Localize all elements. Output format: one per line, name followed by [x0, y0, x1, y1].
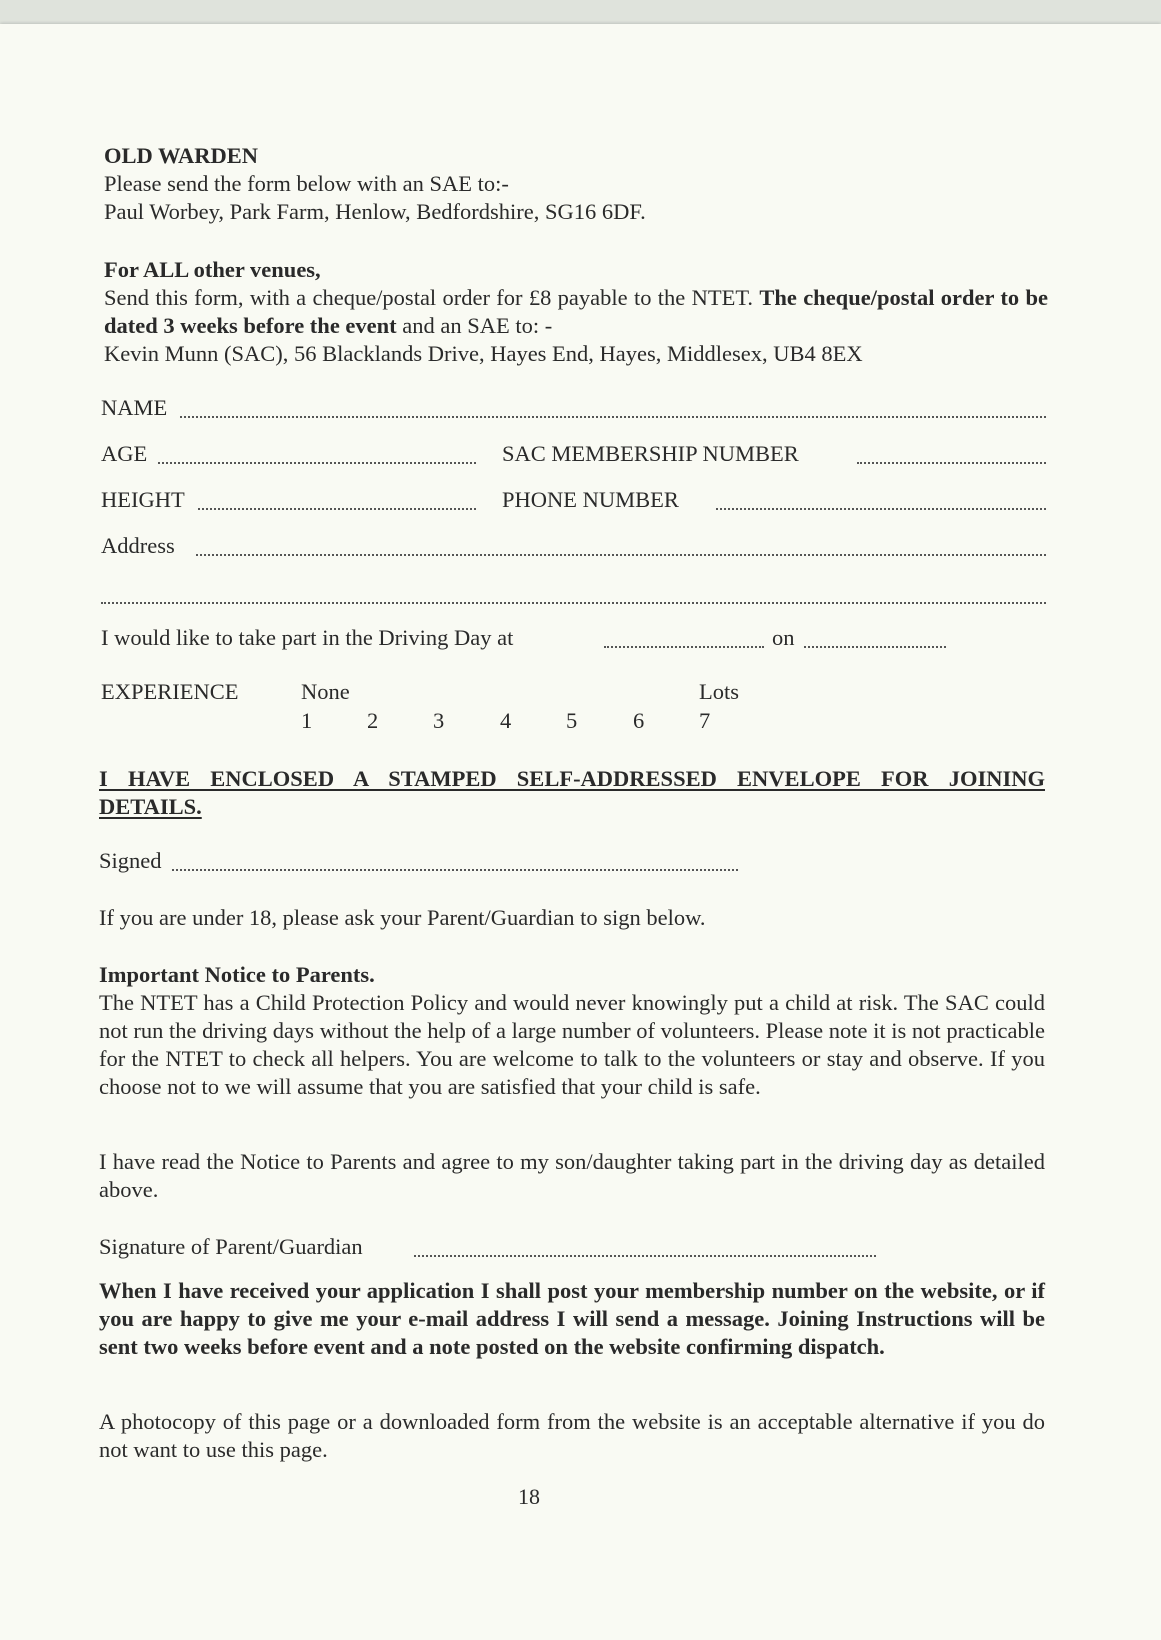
parents-notice-section	[99, 961, 1045, 1101]
address-label: Address	[101, 533, 175, 558]
height-label: HEIGHT	[101, 487, 185, 512]
form-page	[0, 24, 1161, 1640]
experience-option-3[interactable]: 3	[433, 708, 445, 733]
page-number: 18	[518, 1484, 540, 1509]
driving-day-venue-field[interactable]	[604, 646, 764, 648]
sac-membership-field[interactable]	[857, 462, 1046, 464]
parents-notice-heading: Important Notice to Parents.	[99, 962, 375, 987]
height-field[interactable]	[198, 508, 476, 510]
address-field-line-1[interactable]	[196, 554, 1046, 556]
driving-day-date-field[interactable]	[804, 646, 946, 648]
parents-notice-body: The NTET has a Child Protection Policy and would never knowingly put a child at risk. The SAC could not run the driving days without the help of a large number of volunteers. Please note it is not practicable for the NTET to check all helpers. You are welcome to talk to the volunteers or stay and observe. If you choose not to we will assume that you are satisfied that your child is safe.	[99, 990, 1045, 1099]
old-warden-section	[104, 142, 1054, 226]
name-field[interactable]	[180, 416, 1046, 418]
experience-option-4[interactable]: 4	[500, 708, 512, 733]
experience-option-6[interactable]: 6	[633, 708, 645, 733]
other-venues-text: Send this form, with a cheque/postal order for £8 payable to the NTET.	[104, 285, 754, 310]
age-label: AGE	[101, 441, 148, 466]
name-label: NAME	[101, 395, 168, 420]
experience-option-5[interactable]: 5	[566, 708, 578, 733]
other-venues-sae: and an SAE to: -	[402, 313, 553, 338]
old-warden-instruction: Please send the form below with an SAE to:-	[104, 171, 509, 196]
old-warden-address: Paul Worbey, Park Farm, Henlow, Bedfordshire, SG16 6DF.	[104, 199, 646, 224]
sac-membership-label: SAC MEMBERSHIP NUMBER	[502, 441, 799, 466]
application-notice: When I have received your application I shall post your membership number on the website, or if you are happy to give me your e-mail address I will send a message. Joining Instructions will be sent two weeks before event and a note posted on the website confirming dispatch.	[99, 1278, 1045, 1359]
photocopy-note: A photocopy of this page or a downloaded form from the website is an acceptable alternative if you do not want to use this page.	[99, 1409, 1045, 1462]
agreement-statement: I have read the Notice to Parents and agree to my son/daughter taking part in the driving day as detailed above.	[99, 1149, 1045, 1202]
other-venues-instructions	[104, 284, 1048, 340]
other-venues-heading: For ALL other venues,	[104, 257, 321, 282]
enclosed-envelope-notice: I HAVE ENCLOSED A STAMPED SELF-ADDRESSED ENVELOPE FOR JOINING DETAILS.	[99, 766, 1045, 819]
address-field-line-2[interactable]	[101, 602, 1046, 604]
other-venues-section	[104, 256, 1048, 368]
experience-label: EXPERIENCE	[101, 679, 239, 704]
phone-field[interactable]	[716, 508, 1046, 510]
guardian-signature-label: Signature of Parent/Guardian	[99, 1234, 363, 1259]
guardian-signature-field[interactable]	[414, 1255, 876, 1257]
other-venues-address: Kevin Munn (SAC), 56 Blacklands Drive, Hayes End, Hayes, Middlesex, UB4 8EX	[104, 341, 863, 366]
experience-high-label: Lots	[699, 679, 740, 704]
experience-option-2[interactable]: 2	[367, 708, 379, 733]
driving-day-label: I would like to take part in the Driving Day at	[101, 625, 514, 650]
signed-field[interactable]	[172, 869, 738, 871]
experience-option-1[interactable]: 1	[301, 708, 313, 733]
phone-label: PHONE NUMBER	[502, 487, 679, 512]
under-18-instruction: If you are under 18, please ask your Parent/Guardian to sign below.	[99, 905, 706, 930]
age-field[interactable]	[158, 462, 476, 464]
experience-option-7[interactable]: 7	[699, 708, 711, 733]
old-warden-heading: OLD WARDEN	[104, 143, 258, 168]
driving-day-on-label: on	[772, 625, 795, 650]
experience-low-label: None	[301, 679, 350, 704]
signed-label: Signed	[99, 848, 162, 873]
cheque-date-notice: The cheque/postal order to be dated 3 weeks before the event	[104, 285, 1048, 338]
